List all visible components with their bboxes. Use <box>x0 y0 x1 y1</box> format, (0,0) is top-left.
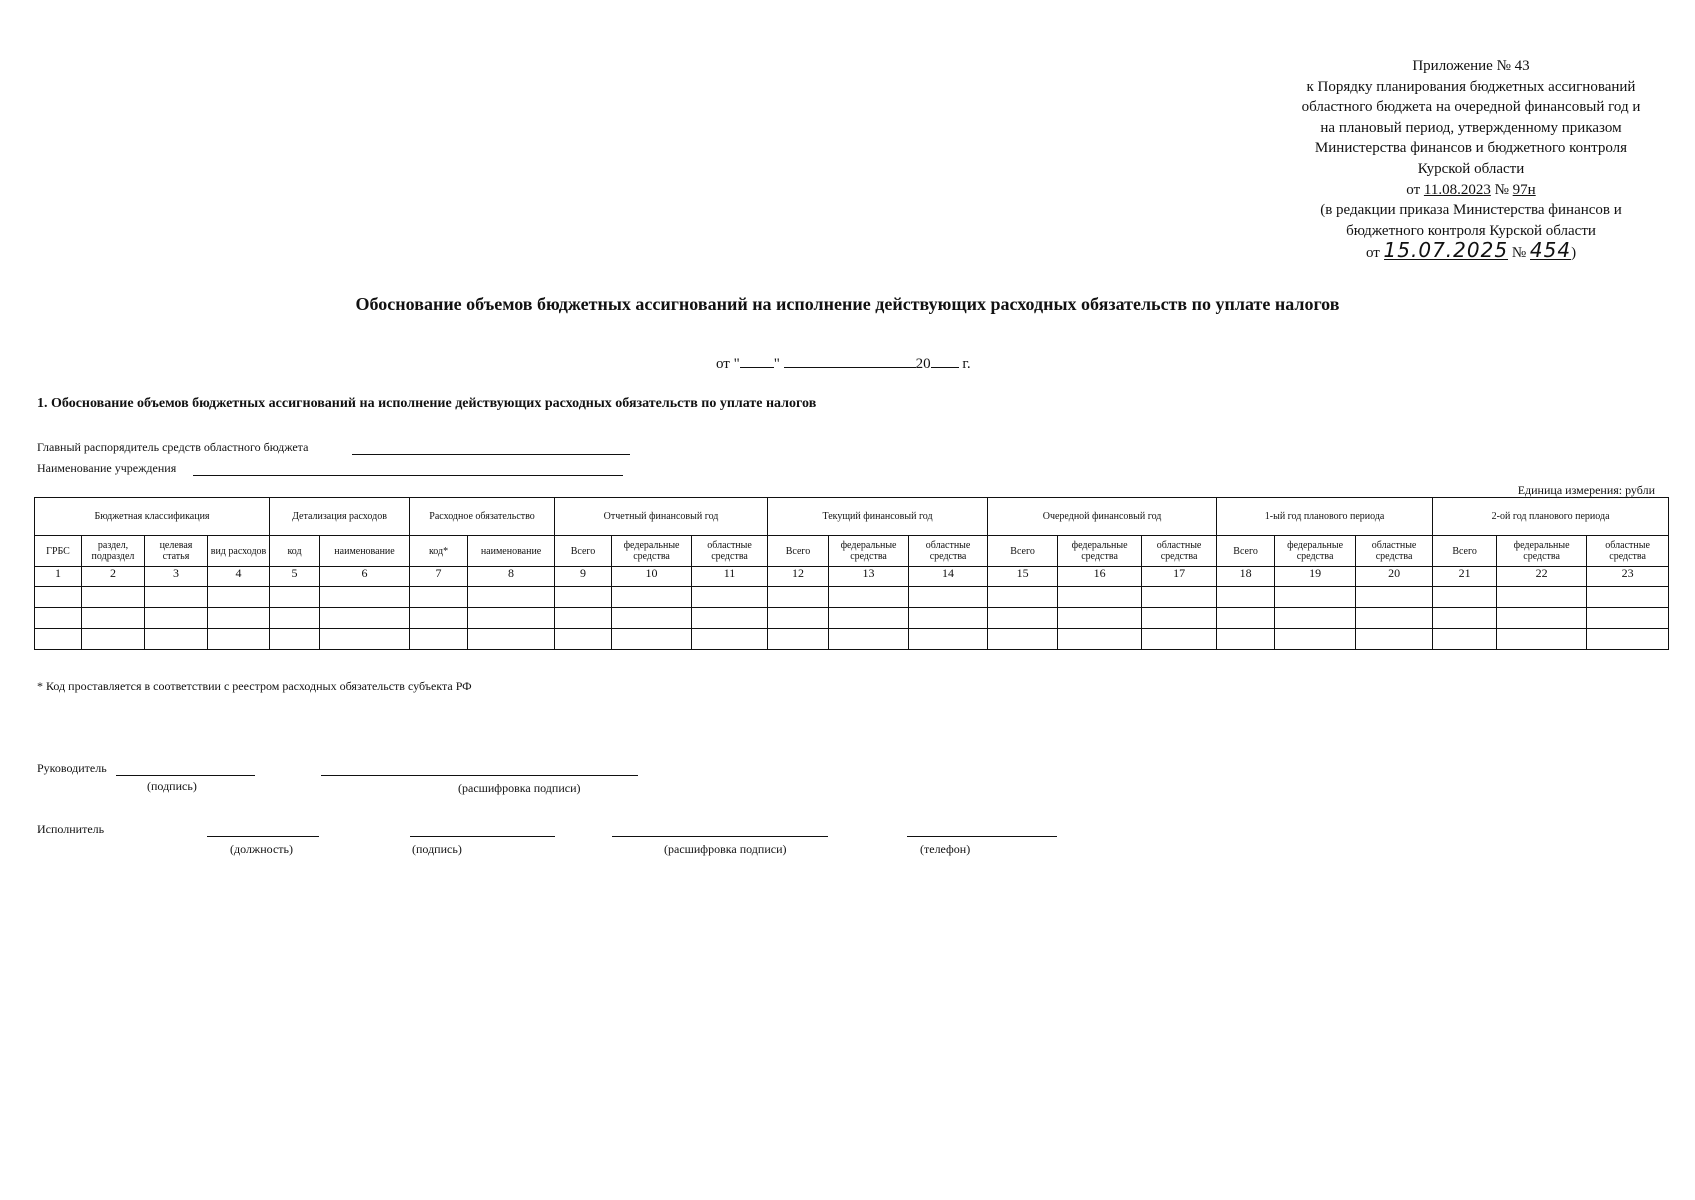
amendment-number-sign: № <box>1511 245 1527 262</box>
column-number: 7 <box>410 567 468 587</box>
table-cell <box>829 629 909 650</box>
table-cell <box>909 608 988 629</box>
table-cell <box>1275 629 1356 650</box>
table-cell <box>320 629 410 650</box>
column-number: 3 <box>145 567 208 587</box>
table-cell <box>1058 629 1142 650</box>
table-cell <box>909 629 988 650</box>
document-title: Обоснование объемов бюджетных ассигнований на исполнение действующих расходных обязательств по уплате налогов <box>355 294 1340 314</box>
table-cell <box>1587 629 1669 650</box>
executor-phone-line <box>907 836 1057 837</box>
table-cell <box>555 587 612 608</box>
table-cell <box>1356 608 1433 629</box>
col-total: Всего <box>1217 536 1275 567</box>
appendix-line: Министерства финансов и бюджетного контроля <box>1314 140 1628 157</box>
day-blank <box>740 354 774 368</box>
table-cell <box>692 629 768 650</box>
date-prefix: от " <box>716 356 740 372</box>
col-detail-name: наименование <box>320 536 410 567</box>
table-cell <box>82 587 145 608</box>
order-date-prefix: от <box>1406 181 1421 198</box>
executor-signature-line <box>410 836 555 837</box>
col-federal: федеральные средства <box>1058 536 1142 567</box>
col-total: Всего <box>1433 536 1497 567</box>
table-cell <box>768 629 829 650</box>
table-cell <box>145 587 208 608</box>
table-cell <box>829 587 909 608</box>
table-cell <box>208 629 270 650</box>
column-number: 23 <box>1587 567 1669 587</box>
table-cell <box>768 608 829 629</box>
table-cell <box>612 608 692 629</box>
head-signature-caption: (подпись) <box>147 779 197 793</box>
group-expense-detail: Детализация расходов <box>270 498 410 536</box>
order-date: 11.08.2023 <box>1423 181 1491 198</box>
table-cell <box>320 587 410 608</box>
institution-line <box>193 475 623 476</box>
head-label: Руководитель <box>37 761 107 775</box>
column-number-row <box>35 567 1669 587</box>
table-cell <box>145 629 208 650</box>
year-blank <box>931 354 959 368</box>
appendix-number: Приложение № 43 <box>1412 58 1530 74</box>
column-number: 21 <box>1433 567 1497 587</box>
col-target: целевая статья <box>145 536 208 567</box>
table-cell <box>692 608 768 629</box>
column-number: 19 <box>1275 567 1356 587</box>
column-number: 18 <box>1217 567 1275 587</box>
table-cell <box>82 629 145 650</box>
table-cell <box>692 587 768 608</box>
col-section: раздел, подраздел <box>82 536 145 567</box>
table-cell <box>1433 608 1497 629</box>
column-number: 2 <box>82 567 145 587</box>
table-cell <box>270 587 320 608</box>
col-regional: областные средства <box>909 536 988 567</box>
group-plan-year-1: 1-ый год планового периода <box>1217 498 1433 536</box>
appendix-line: на плановый период, утвержденному приказом <box>1320 119 1622 136</box>
table-cell <box>988 608 1058 629</box>
column-number: 17 <box>1142 567 1217 587</box>
head-decoding-caption: (расшифровка подписи) <box>458 781 581 795</box>
table-cell <box>988 629 1058 650</box>
table-cell <box>410 587 468 608</box>
amendment-date-handwritten: 15.07.2025 <box>1383 238 1509 263</box>
head-decoding-line <box>321 775 638 776</box>
table-cell <box>1142 629 1217 650</box>
appendix-line: областного бюджета на очередной финансовый год и <box>1301 99 1641 116</box>
col-detail-code: код <box>270 536 320 567</box>
table-cell <box>270 629 320 650</box>
col-expense-type: вид расходов <box>208 536 270 567</box>
table-cell <box>1058 587 1142 608</box>
table-cell <box>612 629 692 650</box>
table-cell <box>1275 608 1356 629</box>
executor-position-line <box>207 836 319 837</box>
order-number-sign: № <box>1494 181 1509 198</box>
column-number: 14 <box>909 567 988 587</box>
table-sub-header <box>35 536 1669 567</box>
year-suffix: г. <box>962 356 971 372</box>
col-regional: областные средства <box>692 536 768 567</box>
table-cell <box>988 587 1058 608</box>
table-cell <box>1217 608 1275 629</box>
table-cell <box>1356 629 1433 650</box>
col-federal: федеральные средства <box>612 536 692 567</box>
table-cell <box>410 629 468 650</box>
amendment-number-handwritten: 454 <box>1529 238 1572 263</box>
table-cell <box>35 629 82 650</box>
column-number: 5 <box>270 567 320 587</box>
appendix-block <box>1236 56 1695 264</box>
table-cell <box>1217 629 1275 650</box>
table-cell <box>35 608 82 629</box>
amendment-date-prefix: от <box>1365 245 1380 262</box>
col-total: Всего <box>768 536 829 567</box>
col-regional: областные средства <box>1587 536 1669 567</box>
group-obligation: Расходное обязательство <box>410 498 555 536</box>
column-number: 16 <box>1058 567 1142 587</box>
table-cell <box>612 587 692 608</box>
column-number: 20 <box>1356 567 1433 587</box>
table-cell <box>1587 587 1669 608</box>
table-cell <box>320 608 410 629</box>
month-blank <box>784 354 916 368</box>
table-cell <box>82 608 145 629</box>
table-cell <box>35 587 82 608</box>
group-reporting-year: Отчетный финансовый год <box>555 498 768 536</box>
column-number: 22 <box>1497 567 1587 587</box>
unit-of-measure: Единица измерения: рубли <box>1517 483 1655 497</box>
order-reference <box>1236 180 1695 201</box>
order-number: 97н <box>1512 181 1536 198</box>
table-cell <box>1058 608 1142 629</box>
table-cell <box>909 587 988 608</box>
section-title: 1. Обоснование объемов бюджетных ассигнований на исполнение действующих расходных обязательств по уплате налогов <box>37 396 817 411</box>
budget-table <box>34 497 1669 650</box>
column-number: 11 <box>692 567 768 587</box>
table-cell <box>1497 587 1587 608</box>
institution-label: Наименование учреждения <box>37 461 177 475</box>
table-cell <box>468 608 555 629</box>
table-cell <box>468 629 555 650</box>
amendment-reference <box>1236 238 1695 264</box>
date-quote: " <box>773 356 780 372</box>
head-signature-line <box>116 775 255 776</box>
column-number: 12 <box>768 567 829 587</box>
amendment-close-paren: ) <box>1571 245 1577 262</box>
col-federal: федеральные средства <box>1275 536 1356 567</box>
executor-signature-caption: (подпись) <box>412 842 462 856</box>
appendix-line: Курской области <box>1417 160 1525 177</box>
table-cell <box>208 587 270 608</box>
column-number: 8 <box>468 567 555 587</box>
table-row <box>35 587 1669 608</box>
table-cell <box>1433 587 1497 608</box>
table-cell <box>1142 608 1217 629</box>
col-obligation-name: наименование <box>468 536 555 567</box>
executor-decoding-line <box>612 836 828 837</box>
col-obligation-code: код* <box>410 536 468 567</box>
table-cell <box>208 608 270 629</box>
table-cell <box>1217 587 1275 608</box>
group-plan-year-2: 2-ой год планового периода <box>1433 498 1669 536</box>
date-line <box>716 354 971 373</box>
table-cell <box>829 608 909 629</box>
table-cell <box>1587 608 1669 629</box>
group-current-year: Текущий финансовый год <box>768 498 988 536</box>
appendix-line: к Порядку планирования бюджетных ассигнований <box>1306 78 1636 95</box>
table-row <box>35 629 1669 650</box>
table-cell <box>1497 608 1587 629</box>
col-total: Всего <box>555 536 612 567</box>
grbs-label: Главный распорядитель средств областного бюджета <box>37 440 309 454</box>
grbs-line <box>352 454 630 455</box>
executor-position-caption: (должность) <box>230 842 293 856</box>
column-number: 15 <box>988 567 1058 587</box>
group-next-year: Очередной финансовый год <box>988 498 1217 536</box>
column-number: 4 <box>208 567 270 587</box>
col-federal: федеральные средства <box>829 536 909 567</box>
column-number: 10 <box>612 567 692 587</box>
table-cell <box>555 608 612 629</box>
table-cell <box>145 608 208 629</box>
col-regional: областные средства <box>1142 536 1217 567</box>
appendix-line: бюджетного контроля Курской области <box>1346 222 1596 239</box>
column-number: 6 <box>320 567 410 587</box>
executor-phone-caption: (телефон) <box>920 842 971 856</box>
table-cell <box>410 608 468 629</box>
col-regional: областные средства <box>1356 536 1433 567</box>
table-cell <box>1356 587 1433 608</box>
col-grbs: ГРБС <box>35 536 82 567</box>
column-number: 13 <box>829 567 909 587</box>
column-number: 1 <box>35 567 82 587</box>
table-cell <box>1497 629 1587 650</box>
column-number: 9 <box>555 567 612 587</box>
table-cell <box>555 629 612 650</box>
table-cell <box>1142 587 1217 608</box>
col-total: Всего <box>988 536 1058 567</box>
group-budget-classification: Бюджетная классификация <box>35 498 270 536</box>
table-group-header <box>35 498 1669 536</box>
table-cell <box>270 608 320 629</box>
executor-decoding-caption: (расшифровка подписи) <box>664 842 787 856</box>
executor-label: Исполнитель <box>37 822 105 836</box>
table-cell <box>468 587 555 608</box>
table-row <box>35 608 1669 629</box>
table-cell <box>768 587 829 608</box>
footnote: * Код проставляется в соответствии с реестром расходных обязательств субъекта РФ <box>37 679 472 693</box>
col-federal: федеральные средства <box>1497 536 1587 567</box>
table-cell <box>1433 629 1497 650</box>
appendix-line: (в редакции приказа Министерства финансов и <box>1320 202 1622 219</box>
table-cell <box>1275 587 1356 608</box>
year-prefix: 20 <box>915 356 931 372</box>
